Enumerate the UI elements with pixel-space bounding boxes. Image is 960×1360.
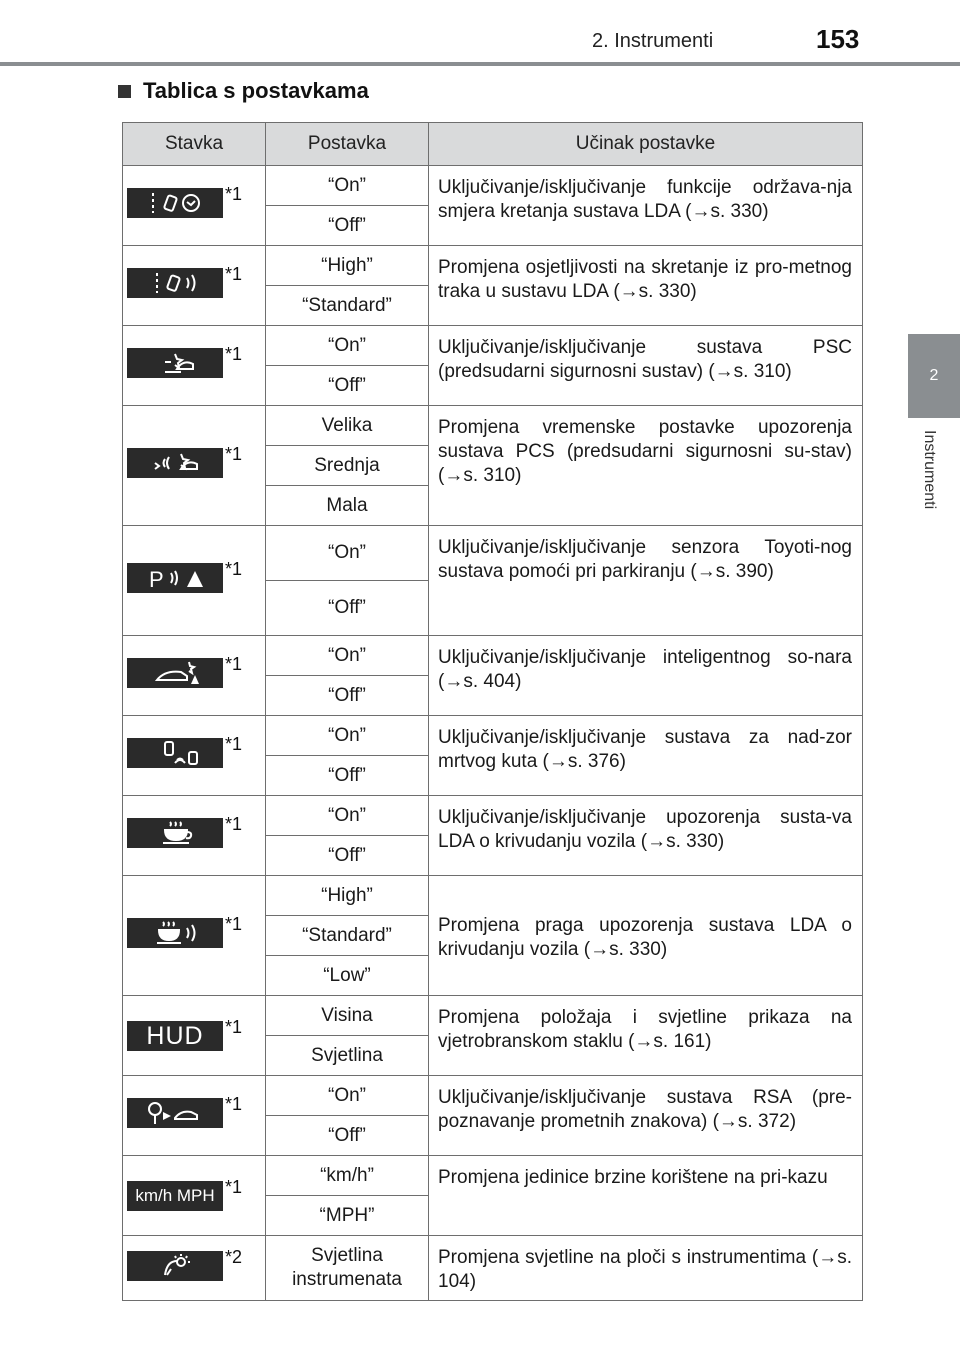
setting-value: “Standard”: [266, 916, 429, 956]
setting-value: “Off”: [266, 366, 429, 406]
settings-table: [122, 122, 863, 1301]
table-row: [123, 636, 863, 676]
setting-value: “Off”: [266, 756, 429, 796]
footnote-marker: *1: [225, 814, 243, 834]
setting-value: “High”: [266, 876, 429, 916]
setting-value: Srednja: [266, 446, 429, 486]
square-bullet-icon: [118, 85, 131, 98]
header-rule: [0, 62, 960, 66]
setting-value: “High”: [266, 246, 429, 286]
setting-value: “Off”: [266, 206, 429, 246]
setting-value: “On”: [266, 526, 429, 581]
footnote-marker: *1: [225, 1016, 243, 1037]
setting-value: “On”: [266, 326, 429, 366]
setting-value: “km/h”: [266, 1156, 429, 1196]
footnote-marker: *1: [225, 734, 243, 754]
setting-value: “On”: [266, 166, 429, 206]
svg-text:P: P: [149, 567, 164, 591]
header-cell-effect: Učinak postavke: [429, 123, 863, 166]
setting-effect: Promjena osjetljivosti na skretanje iz pro-metnog traka u sustavu LDA (→s. 330): [429, 246, 863, 326]
setting-value: “Standard”: [266, 286, 429, 326]
table-row: [123, 326, 863, 366]
speed-units-icon: km/h MPH: [127, 1181, 223, 1211]
item-cell: [123, 1156, 266, 1236]
item-cell: [123, 406, 266, 526]
setting-value: “On”: [266, 636, 429, 676]
setting-effect: Promjena vremenske postavke upozorenja sustava PCS (predsudarni sigurnosni su-stav) (→s. 310): [429, 406, 863, 526]
setting-effect: Uključivanje/isključivanje upozorenja susta-va LDA o krivudanju vozila (→s. 330): [429, 796, 863, 876]
item-cell: [123, 246, 266, 326]
setting-value: “Off”: [266, 1116, 429, 1156]
setting-effect: Uključivanje/isključivanje funkcije održava-nja smjera kretanja sustava LDA (→s. 330): [429, 166, 863, 246]
section-heading: [118, 78, 369, 104]
setting-effect: Uključivanje/isključivanje sustava PSC (predsudarni sigurnosni sustav) (→s. 310): [429, 326, 863, 406]
item-cell: [123, 996, 266, 1076]
hud-icon: HUD: [127, 1021, 223, 1051]
road-sign-assist-icon: [127, 1098, 223, 1128]
chapter-number: 2: [929, 367, 939, 384]
table-row: [123, 716, 863, 756]
footnote-marker: *1: [225, 344, 243, 364]
item-cell: [123, 796, 266, 876]
item-cell: [123, 166, 266, 246]
setting-effect: Promjena svjetline na ploči s instrumentima (→s. 104): [429, 1236, 863, 1301]
table-row: [123, 1076, 863, 1116]
section-title: Tablica s postavkama: [143, 78, 369, 103]
header-cell-item: Stavka: [123, 123, 266, 166]
table-row: [123, 246, 863, 286]
lda-sensitivity-icon: [127, 268, 223, 298]
item-cell: [123, 716, 266, 796]
sway-warning-sensitivity-icon: [127, 918, 223, 948]
parking-assist-sensor-icon: [127, 563, 223, 593]
chapter-label: Instrumenti: [921, 430, 938, 510]
footnote-marker: *1: [225, 184, 243, 204]
setting-value: “Low”: [266, 956, 429, 996]
setting-effect: Uključivanje/isključivanje sustava RSA (pre-poznavanje prometnih znakova) (→s. 372): [429, 1076, 863, 1156]
footnote-marker: *1: [225, 264, 243, 284]
header-cell-setting: Postavka: [266, 123, 429, 166]
setting-value: Svjetlina instrumenata: [266, 1236, 429, 1301]
item-cell: [123, 526, 266, 636]
setting-effect: Promjena praga upozorenja sustava LDA o krivudanju vozila (→s. 330): [429, 876, 863, 996]
footnote-marker: *1: [225, 914, 243, 934]
footnote-marker: *1: [225, 444, 243, 464]
setting-value: “MPH”: [266, 1196, 429, 1236]
setting-value: Mala: [266, 486, 429, 526]
setting-value: “On”: [266, 796, 429, 836]
setting-value: Svjetlina: [266, 1036, 429, 1076]
setting-effect: Promjena položaja i svjetline prikaza na vjetrobranskom staklu (→s. 161): [429, 996, 863, 1076]
chapter-tab: [908, 334, 960, 418]
item-cell: [123, 326, 266, 406]
table-row: [123, 796, 863, 836]
pcs-warning-timing-icon: [127, 448, 223, 478]
footnote-marker: *1: [225, 654, 243, 674]
setting-value: Velika: [266, 406, 429, 446]
setting-effect: Uključivanje/isključivanje sustava za nad-zor mrtvog kuta (→s. 376): [429, 716, 863, 796]
setting-value: “Off”: [266, 581, 429, 636]
header-section-title: 2. Instrumenti: [592, 30, 714, 52]
table-row: [123, 526, 863, 581]
vehicle-sway-warning-icon: [127, 818, 223, 848]
setting-effect: Uključivanje/isključivanje inteligentnog so-nara (→s. 404): [429, 636, 863, 716]
table-row: [123, 406, 863, 446]
footnote-marker: *1: [225, 1094, 243, 1114]
footnote-marker: *1: [225, 1176, 243, 1197]
lane-departure-alert-icon: [127, 188, 223, 218]
item-cell: [123, 1076, 266, 1156]
item-cell: [123, 1236, 266, 1301]
item-cell: [123, 876, 266, 996]
setting-value: “Off”: [266, 836, 429, 876]
setting-effect: Uključivanje/isključivanje senzora Toyoti-nog sustava pomoći pri parkiranju (→s. 390): [429, 526, 863, 636]
blind-spot-monitor-icon: [127, 738, 223, 768]
table-row: [123, 1236, 863, 1301]
setting-value: “On”: [266, 1076, 429, 1116]
setting-value: “On”: [266, 716, 429, 756]
table-row: [123, 876, 863, 916]
setting-value: Visina: [266, 996, 429, 1036]
setting-value: “Off”: [266, 676, 429, 716]
table-row: [123, 1156, 863, 1196]
footnote-marker: *1: [225, 559, 243, 579]
page-number: 153: [816, 24, 860, 54]
instrument-brightness-icon: [127, 1251, 223, 1281]
item-cell: [123, 636, 266, 716]
table-row: [123, 166, 863, 206]
footnote-marker: *2: [225, 1246, 243, 1267]
pre-collision-system-icon: [127, 348, 223, 378]
setting-effect: Promjena jedinice brzine korištene na pri-kazu: [429, 1156, 863, 1236]
clearance-sonar-icon: [127, 658, 223, 688]
table-header-row: [123, 123, 863, 166]
table-row: [123, 996, 863, 1036]
